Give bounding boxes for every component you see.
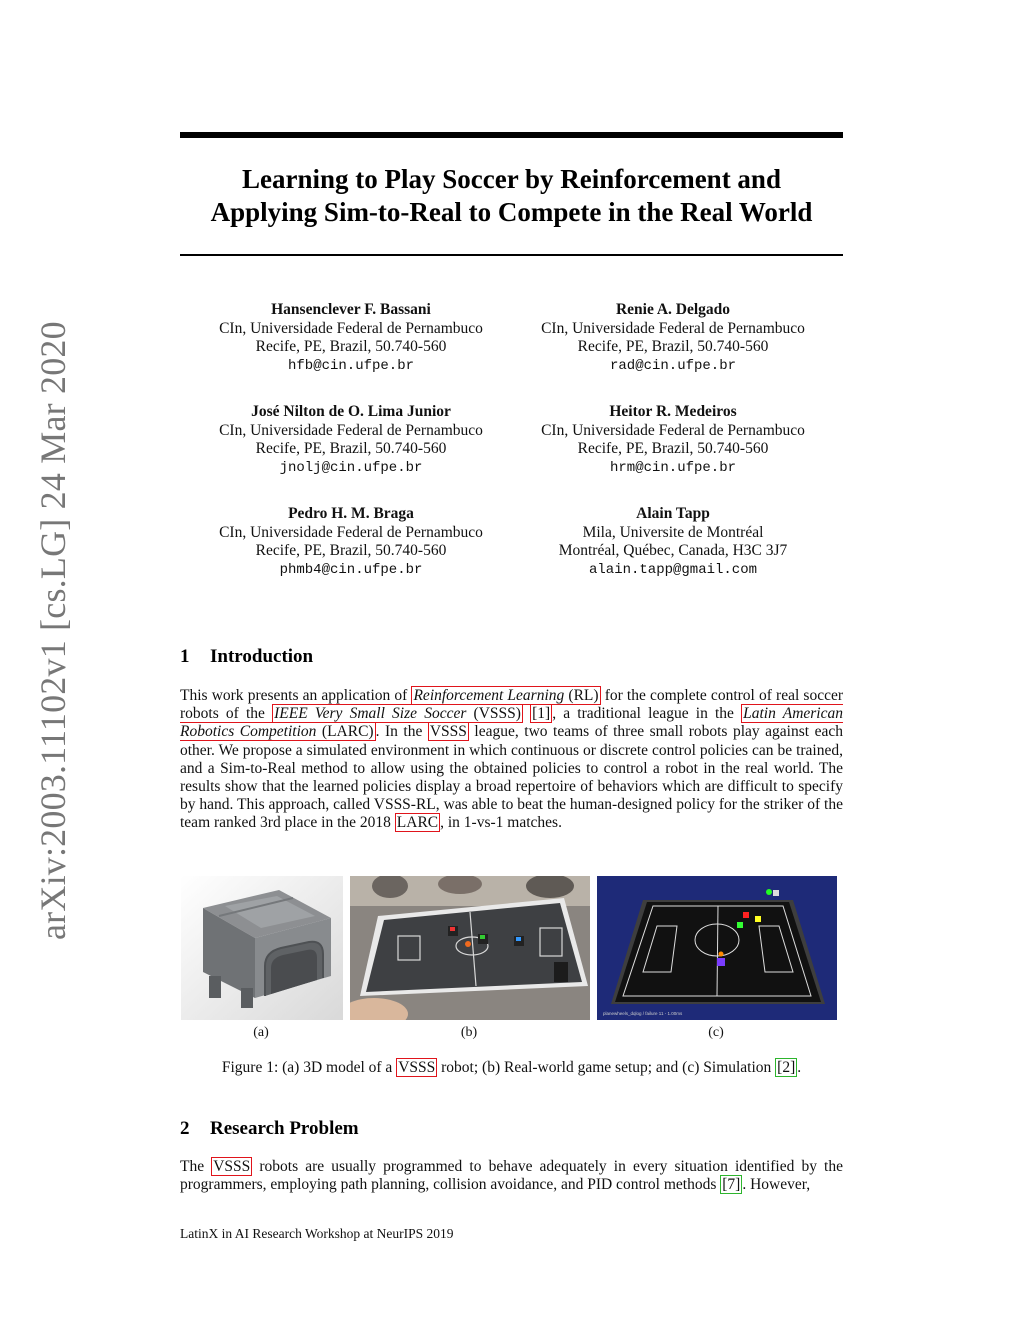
author-email[interactable]: phmb4@cin.ufpe.br xyxy=(279,561,423,578)
text-run: for the complete control of real soccer robots of the xyxy=(180,687,843,723)
title-line-2: Applying Sim-to-Real to Compete in the Real World xyxy=(210,197,813,227)
acronym-link-vsss[interactable]: VSSS xyxy=(429,723,467,741)
author-name: Heitor R. Medeiros xyxy=(609,403,737,420)
text-run: robot; (b) Real-world game setup; and (c) Simulation xyxy=(437,1059,776,1076)
author-name: Renie A. Delgado xyxy=(615,301,731,318)
author-block xyxy=(181,301,521,375)
author-block xyxy=(503,505,843,579)
acronym-link-vsss[interactable]: VSSS xyxy=(398,1059,436,1076)
text-run: . However, xyxy=(742,1176,811,1194)
subfigure-label: (c) xyxy=(708,1025,724,1040)
acronym-long: Reinforcement Learning xyxy=(413,687,565,704)
text-run: . xyxy=(797,1059,802,1076)
author-affiliation: CIn, Universidade Federal de Pernambuco xyxy=(219,421,483,439)
author-block xyxy=(181,403,521,477)
acronym-short: (VSSS) xyxy=(466,705,521,723)
figure-robot-model xyxy=(181,876,343,1020)
author-email[interactable]: alain.tapp@gmail.com xyxy=(588,561,758,578)
text-run: , a traditional league in the xyxy=(552,705,742,723)
section-title: Research Problem xyxy=(210,1118,359,1139)
simulation-image xyxy=(597,876,837,1020)
citation-link[interactable]: [7] xyxy=(722,1176,741,1194)
figure-caption xyxy=(180,1059,843,1077)
author-address: Recife, PE, Brazil, 50.740-560 xyxy=(255,338,447,355)
venue-footer: LatinX in AI Research Workshop at NeurIPS 2019 xyxy=(180,1226,454,1241)
acronym-link-vsss[interactable]: VSSS xyxy=(213,1158,251,1175)
author-email[interactable]: hrm@cin.ufpe.br xyxy=(609,459,737,476)
author-email[interactable]: hfb@cin.ufpe.br xyxy=(287,357,415,374)
author-affiliation: CIn, Universidade Federal de Pernambuco xyxy=(219,523,483,541)
section-heading xyxy=(180,1118,359,1140)
figure-real-world-setup xyxy=(350,876,590,1020)
section-heading xyxy=(180,646,313,668)
citation-link[interactable]: [2] xyxy=(777,1059,796,1076)
figure-simulation xyxy=(597,876,837,1020)
paper-title xyxy=(180,163,843,229)
acronym-link-larc[interactable]: LARC xyxy=(396,814,439,832)
simulation-overlay-text: planewheels_dqlog / failure 11 - 1.00ms xyxy=(603,1011,683,1016)
acronym-link-rl[interactable] xyxy=(411,686,600,705)
research-problem-paragraph xyxy=(180,1158,843,1194)
author-affiliation: CIn, Universidade Federal de Pernambuco xyxy=(541,319,805,337)
author-name: Pedro H. M. Braga xyxy=(288,505,414,522)
text-run: Figure 1: (a) 3D model of a xyxy=(221,1059,397,1076)
section-number: 2 xyxy=(180,1118,190,1139)
section-number: 1 xyxy=(180,646,190,667)
text-run: league, two teams of three small robots play against each other. We propose a simulated environment in which continuous or discrete control policies can be trained, and a Sim-to-Real method to allow using the obtained policies to control a robot in the real world. The results show that the learned policies display a broad repertoire of behaviors which are difficult to specify by hand. This approach, called VSSS-RL, was able to beat the human-designed policy for the striker of the team ranked 3rd place in the 2018 xyxy=(180,723,843,832)
author-affiliation: CIn, Universidade Federal de Pernambuco xyxy=(219,319,483,337)
author-block xyxy=(181,505,521,579)
title-bottom-rule xyxy=(180,254,843,256)
citation-link[interactable]: [1] xyxy=(532,705,551,723)
title-line-1: Learning to Play Soccer by Reinforcement and xyxy=(242,164,781,194)
author-affiliation: Mila, Universite de Montréal xyxy=(582,523,764,541)
intro-paragraph xyxy=(180,687,843,833)
text-run: robots are usually programmed to behave adequately in every situation identified by the programmers, employing path planning, collision avoidance, and PID control methods xyxy=(180,1158,843,1194)
author-email[interactable]: rad@cin.ufpe.br xyxy=(609,357,737,374)
arxiv-stamp: arXiv:2003.11102v1 [cs.LG] 24 Mar 2020 xyxy=(33,321,73,940)
acronym-short: (RL) xyxy=(564,687,599,704)
author-block xyxy=(503,301,843,375)
author-block xyxy=(503,403,843,477)
acronym-long: Latin American Robotics Competition xyxy=(180,705,843,741)
acronym-long: IEEE Very Small Size Soccer xyxy=(274,705,467,723)
text-run: This work presents an application of xyxy=(180,687,412,704)
author-affiliation: CIn, Universidade Federal de Pernambuco xyxy=(541,421,805,439)
author-address: Recife, PE, Brazil, 50.740-560 xyxy=(577,338,769,355)
title-top-rule xyxy=(180,132,843,138)
acronym-link-vsss[interactable] xyxy=(272,704,523,723)
author-name: José Nilton de O. Lima Junior xyxy=(251,403,451,420)
robot-model-image xyxy=(181,876,343,1020)
section-title: Introduction xyxy=(210,646,314,667)
author-name: Alain Tapp xyxy=(636,505,710,522)
author-address: Recife, PE, Brazil, 50.740-560 xyxy=(255,542,447,559)
author-name: Hansenclever F. Bassani xyxy=(271,301,431,318)
subfigure-label: (b) xyxy=(460,1025,478,1040)
subfigure-label: (a) xyxy=(253,1025,269,1040)
author-address: Recife, PE, Brazil, 50.740-560 xyxy=(255,440,447,457)
text-run: The xyxy=(180,1158,212,1175)
author-email[interactable]: jnolj@cin.ufpe.br xyxy=(279,459,423,476)
acronym-short: (LARC) xyxy=(316,723,374,741)
author-address: Recife, PE, Brazil, 50.740-560 xyxy=(577,440,769,457)
author-address: Montréal, Québec, Canada, H3C 3J7 xyxy=(558,542,788,559)
text-run: . In the xyxy=(375,723,428,741)
text-run: , in 1-vs-1 matches. xyxy=(440,814,562,832)
real-field-image xyxy=(350,876,590,1020)
